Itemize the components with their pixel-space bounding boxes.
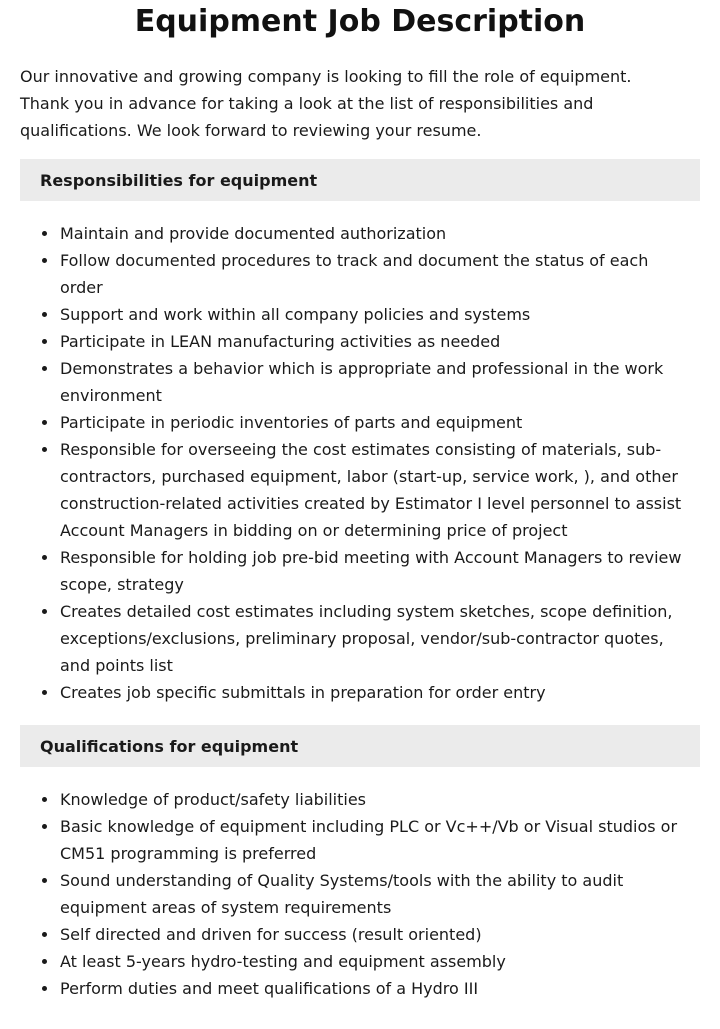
list-item: Maintain and provide documented authorization	[60, 220, 700, 247]
list-item: Responsible for holding job pre-bid meeting with Account Managers to review scope, strategy	[60, 544, 700, 598]
list-item: Self directed and driven for success (result oriented)	[60, 921, 700, 948]
bullet-icon	[42, 312, 47, 317]
list-item: At least 5-years hydro-testing and equipment assembly	[60, 948, 700, 975]
list-item: Responsible for overseeing the cost estimates consisting of materials, sub-contractors, purchased equipment, labor (start-up, service work, ), and other construction-related activities created by Estimator I level personnel to assist Account Managers in bidding on or determining price of project	[60, 436, 700, 544]
bullet-icon	[42, 420, 47, 425]
bullet-icon	[42, 609, 47, 614]
bullet-icon	[42, 447, 47, 452]
list-item: Basic knowledge of equipment including PLC or Vc++/Vb or Visual studios or CM51 programming is preferred	[60, 813, 700, 867]
bullet-icon	[42, 932, 47, 937]
bullet-icon	[42, 824, 47, 829]
bullet-icon	[42, 555, 47, 560]
list-item: Sound understanding of Quality Systems/tools with the ability to audit equipment areas of system requirements	[60, 867, 700, 921]
list-item: Demonstrates a behavior which is appropriate and professional in the work environment	[60, 355, 700, 409]
list-item: Creates job specific submittals in preparation for order entry	[60, 679, 700, 706]
bullet-icon	[42, 258, 47, 263]
list-item: Follow documented procedures to track and document the status of each order	[60, 247, 700, 301]
bullet-icon	[42, 339, 47, 344]
responsibilities-header	[20, 159, 700, 201]
page-title: Equipment Job Description	[134, 4, 586, 39]
qualifications-header	[20, 725, 700, 767]
bullet-icon	[42, 986, 47, 991]
bullet-icon	[42, 231, 47, 236]
bullet-icon	[42, 366, 47, 371]
intro-paragraph: Our innovative and growing company is looking to fill the role of equipment. Thank you in advance for taking a look at the list of responsibilities and qualifications. We look forward to reviewing your resume.	[20, 67, 632, 140]
responsibilities-heading: Responsibilities for equipment	[40, 170, 318, 190]
list-item: Participate in LEAN manufacturing activities as needed	[60, 328, 700, 355]
list-item: Creates detailed cost estimates including system sketches, scope definition, exceptions/exclusions, preliminary proposal, vendor/sub-contractor quotes, and points list	[60, 598, 700, 679]
list-item: Perform duties and meet qualifications of a Hydro III	[60, 975, 700, 1002]
list-item: Knowledge of product/safety liabilities	[60, 786, 700, 813]
responsibilities-list	[20, 220, 700, 706]
bullet-icon	[42, 797, 47, 802]
list-item: Support and work within all company policies and systems	[60, 301, 700, 328]
qualifications-heading: Qualifications for equipment	[40, 736, 299, 756]
bullet-icon	[42, 959, 47, 964]
bullet-icon	[42, 878, 47, 883]
list-item: Participate in periodic inventories of parts and equipment	[60, 409, 700, 436]
qualifications-list	[20, 786, 700, 1002]
bullet-icon	[42, 690, 47, 695]
